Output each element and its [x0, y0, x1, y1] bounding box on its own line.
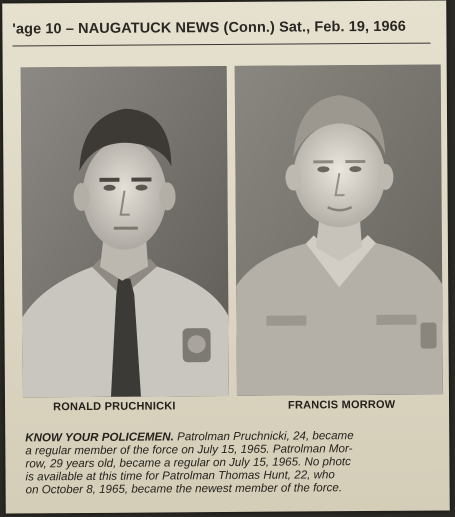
page-dateline: 'age 10 – NAUGATUCK NEWS (Conn.) Sat., Feb. 19, 1966	[12, 18, 406, 38]
portrait-photo-pruchnicki	[21, 66, 229, 397]
article-line: row, 29 years old, became a regular on July 15, 1965. No photc	[25, 455, 351, 471]
portrait-photo-morrow	[235, 64, 443, 395]
article-line: on October 8, 1965, became the newest member of the force.	[25, 481, 343, 497]
photo-caption-pruchnicki: RONALD PRUCHNICKI	[53, 400, 176, 414]
photo-caption-morrow: FRANCIS MORROW	[287, 398, 396, 412]
article-kicker: KNOW YOUR POLICEMEN.	[25, 430, 174, 445]
newspaper-clipping	[2, 0, 450, 513]
article-line-1-text: Patrolman Pruchnicki, 24, became	[173, 429, 354, 444]
article-line: is available at this time for Patrolman Thomas Hunt, 22, who	[25, 468, 335, 484]
article-line: a regular member of the force on July 15, 1965. Patrolman Mor-	[25, 442, 353, 458]
article-text	[25, 428, 450, 496]
